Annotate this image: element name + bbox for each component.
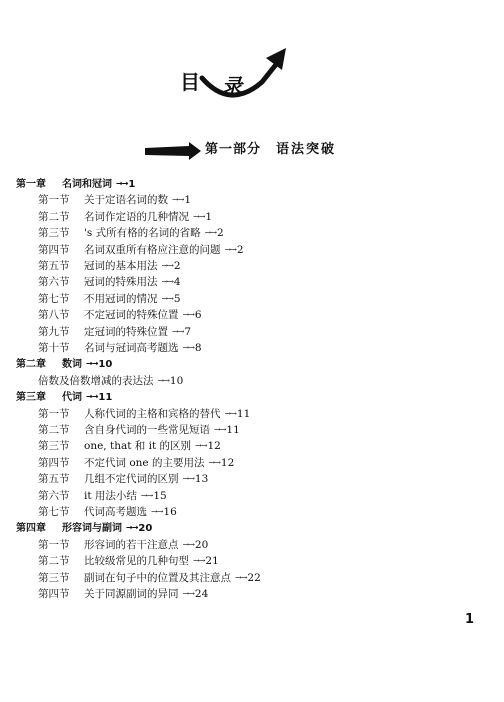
toc-entry-number: 第八节 [38,309,70,322]
toc-entry-title: 比较级常见的几种句型 [84,555,189,568]
toc-page-number: 2 [173,260,181,272]
toc-section-row[interactable] [38,471,208,486]
toc-entry-title: 名词和冠词 [62,179,112,190]
toc-section-row[interactable] [38,274,181,289]
toc-header [0,0,504,110]
toc-entry-title: 's 式所有格的名词的省略 [84,227,201,240]
curved-arrow-icon [190,40,300,110]
toc-page-number: 20 [194,538,209,551]
toc-page-number: 15 [153,489,167,502]
leader-arrow-icon: →→ [224,244,236,254]
part-subtitle: 语法突破 [276,142,337,157]
leader-arrow-icon: →→ [214,425,226,434]
toc-entry-title: 关于同源副词的异同 [84,588,179,600]
leader-arrow-icon: →→ [172,195,184,205]
toc-section-row[interactable] [38,504,177,519]
toc-page-number: 20 [138,523,153,535]
toc-page-number: 16 [163,506,177,518]
leader-arrow-icon: →→ [140,490,153,500]
part-label: 第一部分 [205,142,262,157]
toc-entry-number: 第三章 [16,392,46,404]
toc-chapter-row[interactable] [16,356,112,371]
toc-entry-number: 第三节 [38,571,70,584]
leader-arrow-icon: →→ [195,441,207,451]
toc-entry-number: 第二节 [38,424,70,436]
toc-page-number: 12 [220,456,235,469]
leader-arrow-icon: →→ [204,228,217,238]
toc-section-row[interactable] [38,192,191,207]
toc-page-number: 4 [173,276,181,289]
leader-arrow-icon: →→ [224,408,236,418]
toc-entry-number: 第四节 [38,588,70,600]
toc-entry-title: it 用法小结 [84,489,137,502]
toc-entry-title: 名词与冠词高考题选 [84,342,179,354]
toc-entry-title: 定冠词的特殊位置 [84,325,168,338]
toc-section-row[interactable] [38,258,181,273]
toc-entry-title: 名词双重所有格应注意的问题 [84,243,221,256]
toc-entry-number: 第五节 [38,473,70,486]
part-heading [0,136,504,164]
toc-entry-number: 第二节 [38,555,70,568]
toc-section-row[interactable] [38,488,167,503]
leader-arrow-icon: →→ [182,343,194,352]
toc-entry-number: 第四节 [38,243,70,256]
toc-section-row[interactable] [38,455,234,470]
toc-entry-number: 第十节 [38,342,70,354]
toc-entry-number: 第六节 [38,276,70,289]
toc-page-number: 1 [205,210,213,223]
toc-page-number: 11 [98,392,113,404]
toc-page-number: 13 [194,473,209,486]
toc-page-number: 11 [226,424,240,436]
toc-entry-title: 不定代词 one 的主要用法 [84,456,205,469]
leader-arrow-icon: →→ [235,572,247,582]
leader-arrow-icon: →→ [161,261,173,270]
toc-section-row[interactable] [38,242,244,257]
toc-entry-title: 冠词的特殊用法 [84,276,158,289]
toc-entry-number: 第六节 [38,489,70,502]
toc-entry-title: 冠词的基本用法 [84,260,158,272]
toc-entry-title: 不定冠词的特殊位置 [84,309,179,322]
toc-section-row[interactable] [38,373,183,388]
toc-entry-title: 副词在句子中的位置及其注意点 [84,571,231,584]
leader-arrow-icon: →→ [182,539,194,549]
leader-arrow-icon: →→ [161,293,173,303]
toc-page-number: 5 [173,292,181,305]
leader-arrow-icon: →→ [151,507,163,516]
toc-chapter-row[interactable] [16,520,152,535]
toc-section-row[interactable] [38,406,250,421]
toc-page-number: 24 [194,588,209,600]
toc-section-row[interactable] [38,422,240,437]
leader-arrow-icon: →→ [116,179,128,188]
toc-chapter-row[interactable] [16,389,112,404]
page-title-char-2: 录 [222,74,242,98]
toc-chapter-row[interactable] [16,176,135,191]
toc-entry-title: 代词高考题选 [84,506,147,518]
toc-entry-title: 形容词的若干注意点 [84,538,179,551]
toc-entry-title: 倍数及倍数增减的表达法 [38,374,154,387]
leader-arrow-icon: →→ [193,556,205,566]
toc-entry-title: 名词作定语的几种情况 [84,210,189,223]
leader-arrow-icon: →→ [182,589,194,598]
toc-entry-number: 第二章 [16,359,46,371]
toc-entry-title: 数词 [62,359,82,371]
toc-section-row[interactable] [38,209,212,224]
leader-arrow-icon: →→ [86,392,98,402]
toc-page-number: 1 [128,179,136,190]
toc-entry-title: 几组不定代词的区别 [84,473,179,486]
toc-entry-title: 代词 [62,392,82,404]
leader-arrow-icon: →→ [126,523,138,533]
toc-section-row[interactable] [38,438,221,453]
toc-section-row[interactable] [38,324,191,339]
toc-entry-number: 第一节 [38,194,70,207]
toc-entry-number: 第四节 [38,456,70,469]
toc-page-number: 1 [184,194,192,207]
toc-page-number: 11 [236,407,251,420]
toc-entry-title: 含自身代词的一些常见短语 [84,424,210,436]
toc-page-number: 22 [247,571,261,584]
toc-entry-number: 第三节 [38,227,70,240]
leader-arrow-icon: →→ [182,310,194,320]
toc-page-number: 6 [194,309,202,322]
toc-entry-number: 第三节 [38,440,70,453]
toc-section-row[interactable] [38,537,208,552]
leader-arrow-icon: →→ [86,359,98,369]
toc-entry-title: 关于定语名词的数 [84,194,168,207]
toc-page-number: 8 [194,342,202,354]
toc-entry-title: one, that 和 it 的区别 [84,440,192,453]
toc-entry-number: 第九节 [38,325,70,338]
leader-arrow-icon: →→ [208,457,220,467]
toc-page-number: 10 [169,374,184,387]
toc-section-row[interactable] [38,340,202,355]
toc-page-number: 2 [236,243,244,256]
toc-section-row[interactable] [38,570,261,585]
toc-entry-number: 第七节 [38,292,70,305]
toc-section-row[interactable] [38,225,224,240]
page-number: 1 [464,612,474,627]
toc-section-row[interactable] [38,291,181,306]
toc-entry-title: 人称代词的主格和宾格的替代 [84,407,221,420]
toc-page-number: 21 [205,555,219,568]
toc-entry-number: 第七节 [38,506,70,518]
part-marker-icon [143,142,203,160]
toc-entry-title: 形容词与副词 [62,523,122,535]
toc-entry-number: 第一节 [38,538,70,551]
leader-arrow-icon: →→ [172,326,184,336]
leader-arrow-icon: →→ [157,375,169,385]
toc-page-number: 7 [184,325,192,338]
toc-page-number: 10 [98,359,113,371]
toc-entry-number: 第四章 [16,523,46,535]
toc-entry-number: 第一节 [38,407,70,420]
toc-entry-number: 第二节 [38,210,70,223]
leader-arrow-icon: →→ [193,211,205,221]
toc-page-number: 12 [207,440,221,453]
toc-entry-number: 第五节 [38,260,70,272]
toc-entry-number: 第一章 [16,179,46,190]
toc-section-row[interactable] [38,586,208,601]
leader-arrow-icon: →→ [161,277,173,287]
leader-arrow-icon: →→ [182,474,194,484]
toc-entry-title: 不用冠词的情况 [84,292,158,305]
toc-section-row[interactable] [38,307,202,322]
toc-page-number: 2 [217,227,224,240]
page-title-char-1: 目 [180,70,200,94]
toc-section-row[interactable] [38,553,219,568]
